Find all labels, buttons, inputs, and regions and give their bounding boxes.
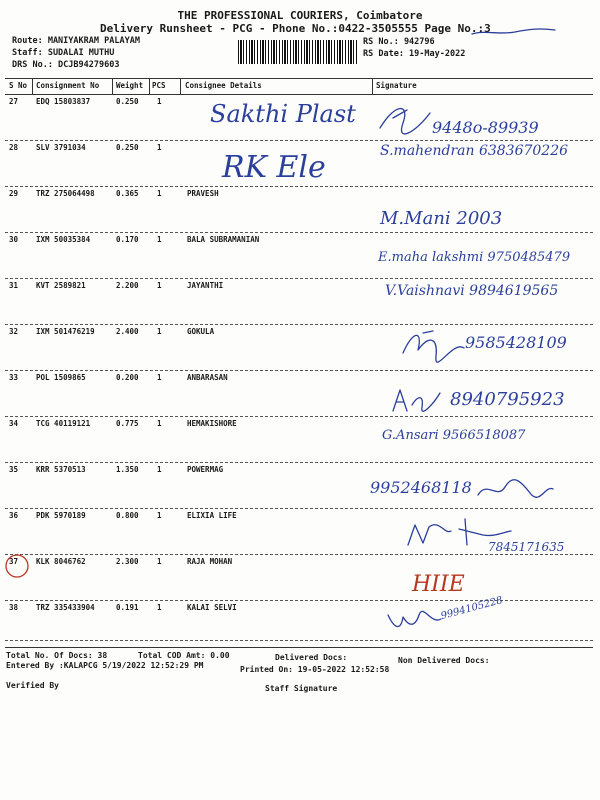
signature-34: G.Ansari 9566518087	[382, 428, 526, 443]
row-sno: 27	[9, 97, 19, 106]
row-consignment-no: TRZ 335433904	[36, 603, 95, 612]
route-label: Route: MANIYAKRAM PALAYAM	[12, 36, 140, 46]
row-sno: 36	[9, 511, 19, 520]
table-row	[0, 557, 600, 597]
document-title: THE PROFESSIONAL COURIERS, Coimbatore	[177, 9, 423, 22]
drs-number: DRS No.: DCJB94279603	[12, 60, 120, 70]
signature-33	[390, 385, 450, 415]
row-sno: 34	[9, 419, 19, 428]
row-sno: 33	[9, 373, 19, 382]
row-sno: 35	[9, 465, 19, 474]
row-consignment-no: KLK 8046762	[36, 557, 86, 566]
row-consignee: ELIXIA LIFE	[187, 511, 237, 520]
phone-27: 9448o-89939	[432, 118, 539, 137]
verified-by: Verified By	[6, 681, 59, 690]
row-sno: 28	[9, 143, 19, 152]
phone-33: 8940795923	[450, 389, 565, 410]
table-row	[0, 603, 600, 643]
row-consignee: POWERMAG	[187, 465, 224, 474]
printed-on: Printed On: 19-05-2022 12:52:58	[240, 665, 390, 674]
handwritten-consignee-27: Sakthi Plast	[210, 100, 356, 128]
row-consignment-no: IXM 501476219	[36, 327, 95, 336]
row-consignment-no: KVT 2589821	[36, 281, 86, 290]
col-sno: S No	[9, 81, 28, 90]
total-docs: Total No. Of Docs: 38	[6, 651, 108, 660]
row-consignment-no: SLV 3791034	[36, 143, 86, 152]
row-consignee: PRAVESH	[187, 189, 219, 198]
row-weight: 0.170	[116, 235, 139, 244]
row-consignment-no: KRR 5370513	[36, 465, 86, 474]
row-pcs: 1	[157, 603, 162, 612]
phone-38: 9994105228	[439, 594, 504, 623]
signature-29: M.Mani 2003	[380, 208, 503, 229]
row-pcs: 1	[157, 511, 162, 520]
row-weight: 2.300	[116, 557, 139, 566]
signature-35	[475, 475, 555, 505]
row-consignment-no: TCG 40119121	[36, 419, 91, 428]
row-consignment-no: IXM 50035384	[36, 235, 91, 244]
row-pcs: 1	[157, 373, 162, 382]
row-consignee: GOKULA	[187, 327, 215, 336]
phone-35: 9952468118	[370, 478, 472, 497]
signature-27	[375, 98, 435, 138]
rs-number: RS No.: 942796	[363, 37, 435, 47]
row-consignee: KALAI SELVI	[187, 603, 237, 612]
document-subtitle: Delivery Runsheet - PCG - Phone No.:0422-3505555 Page No.:3	[100, 22, 491, 35]
row-consignee: ANBARASAN	[187, 373, 228, 382]
row-sno: 37	[9, 557, 19, 566]
remark-37: HIIE	[412, 572, 465, 597]
delivered-docs: Delivered Docs:	[275, 653, 348, 662]
signature-38	[385, 605, 445, 635]
row-sno: 31	[9, 281, 19, 290]
header-scribble	[470, 20, 560, 40]
rs-date: RS Date: 19-May-2022	[363, 49, 466, 59]
staff-label: Staff: SUDALAI MUTHU	[12, 48, 115, 58]
row-consignment-no: EDQ 15803837	[36, 97, 91, 106]
row-pcs: 1	[157, 465, 162, 474]
table-header-rule	[5, 94, 593, 95]
row-pcs: 1	[157, 327, 162, 336]
row-weight: 0.800	[116, 511, 139, 520]
row-sno: 38	[9, 603, 19, 612]
row-weight: 0.191	[116, 603, 139, 612]
row-weight: 0.250	[116, 143, 139, 152]
circled-sno-37	[4, 552, 32, 580]
row-pcs: 1	[157, 281, 162, 290]
row-weight: 0.250	[116, 97, 139, 106]
row-pcs: 1	[157, 557, 162, 566]
staff-signature: Staff Signature	[265, 684, 338, 693]
barcode	[238, 40, 358, 64]
row-consignee: HEMAKISHORE	[187, 419, 237, 428]
signature-32	[398, 328, 468, 366]
handwritten-consignee-28: RK Ele	[222, 150, 326, 185]
phone-32: 9585428109	[465, 333, 567, 352]
col-consignee: Consignee Details	[185, 81, 262, 90]
total-cod: Total COD Amt: 0.00	[138, 651, 230, 660]
row-consignee: BALA SUBRAMANIAN	[187, 235, 260, 244]
signature-31: V.Vaishnavi 9894619565	[385, 283, 559, 299]
row-pcs: 1	[157, 419, 162, 428]
row-weight: 1.350	[116, 465, 139, 474]
phone-36: 7845171635	[488, 540, 565, 554]
row-consignee: RAJA MOHAN	[187, 557, 233, 566]
row-pcs: 1	[157, 235, 162, 244]
table-row	[0, 189, 600, 229]
row-pcs: 1	[157, 143, 162, 152]
row-consignment-no: POL 1509865	[36, 373, 86, 382]
signature-30: E.maha lakshmi 9750485479	[378, 250, 571, 265]
row-sno: 29	[9, 189, 19, 198]
col-pcs: PCS	[152, 81, 166, 90]
row-weight: 0.775	[116, 419, 139, 428]
row-pcs: 1	[157, 97, 162, 106]
row-pcs: 1	[157, 189, 162, 198]
row-weight: 0.365	[116, 189, 139, 198]
entered-by: Entered By :KALAPCG 5/19/2022 12:52:29 PM	[6, 661, 204, 670]
row-sno: 30	[9, 235, 19, 244]
row-consignment-no: TRZ 275064498	[36, 189, 95, 198]
row-weight: 2.400	[116, 327, 139, 336]
col-signature: Signature	[376, 81, 417, 90]
row-consignee: JAYANTHI	[187, 281, 224, 290]
col-consignment: Consignment No	[36, 81, 100, 90]
col-weight: Weight	[116, 81, 144, 90]
row-weight: 0.200	[116, 373, 139, 382]
row-consignment-no: PDK 5970189	[36, 511, 86, 520]
row-weight: 2.200	[116, 281, 139, 290]
table-bottom-rule	[5, 647, 593, 648]
row-sno: 32	[9, 327, 19, 336]
table-top-rule	[5, 78, 593, 79]
signature-28: S.mahendran 6383670226	[380, 143, 569, 159]
non-delivered-docs: Non Delivered Docs:	[398, 656, 490, 665]
